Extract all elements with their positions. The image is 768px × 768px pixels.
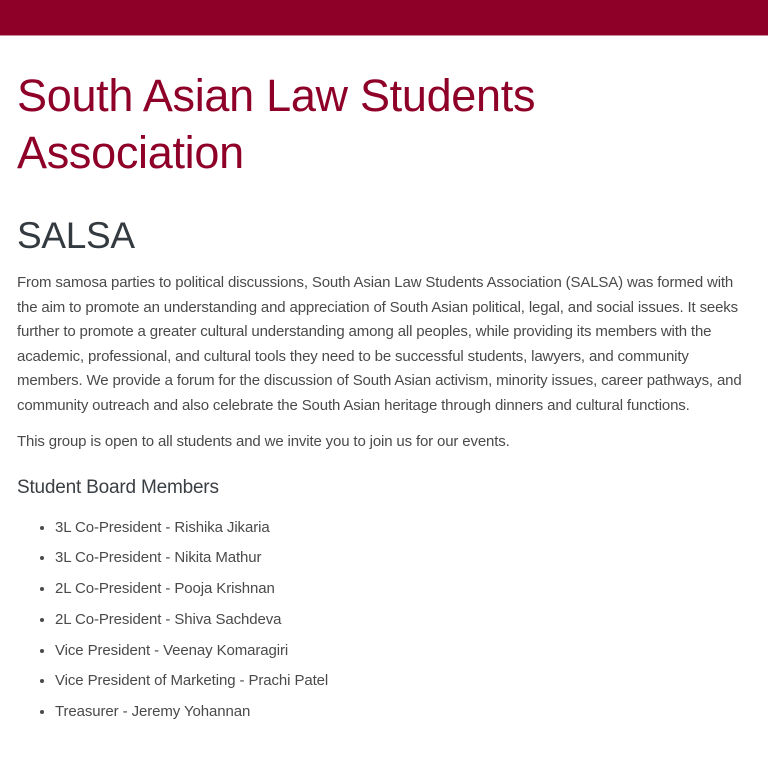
list-item: • Vice President of Marketing - Prachi Patel bbox=[55, 671, 751, 691]
page-title: South Asian Law Students Association bbox=[17, 70, 536, 178]
list-item: • 2L Co-President - Pooja Krishnan bbox=[55, 579, 751, 599]
list-item: • 3L Co-President - Rishika Jikaria bbox=[55, 518, 751, 538]
list-item: • 2L Co-President - Shiva Sachdeva bbox=[55, 610, 751, 630]
section-title: SALSA bbox=[17, 215, 135, 256]
board-members-list bbox=[17, 518, 751, 723]
description-paragraph: From samosa parties to political discussions, South Asian Law Students Association (SALSA) was formed with the aim to promote an understanding and appreciation of South Asian political, legal, and social issues. It seeks further to promote a greater cultural understanding among all peoples, while providing its members with the academic, professional, and cultural tools they need to be successful students, lawyers, and community members. We provide a forum for the discussion of South Asian activism, minority issues, career pathways, and community outreach and also celebrate the South Asian heritage through dinners and cultural functions. bbox=[17, 274, 742, 414]
board-members-heading: Student Board Members bbox=[17, 476, 219, 498]
invitation-paragraph: This group is open to all students and we invite you to join us for our events. bbox=[17, 433, 510, 450]
list-item: • Treasurer - Jeremy Yohannan bbox=[55, 702, 751, 722]
list-item: • Vice President - Veenay Komaragiri bbox=[55, 641, 751, 661]
top-header-bar bbox=[0, 0, 768, 36]
main-content bbox=[0, 67, 768, 722]
list-item: • 3L Co-President - Nikita Mathur bbox=[55, 548, 751, 568]
